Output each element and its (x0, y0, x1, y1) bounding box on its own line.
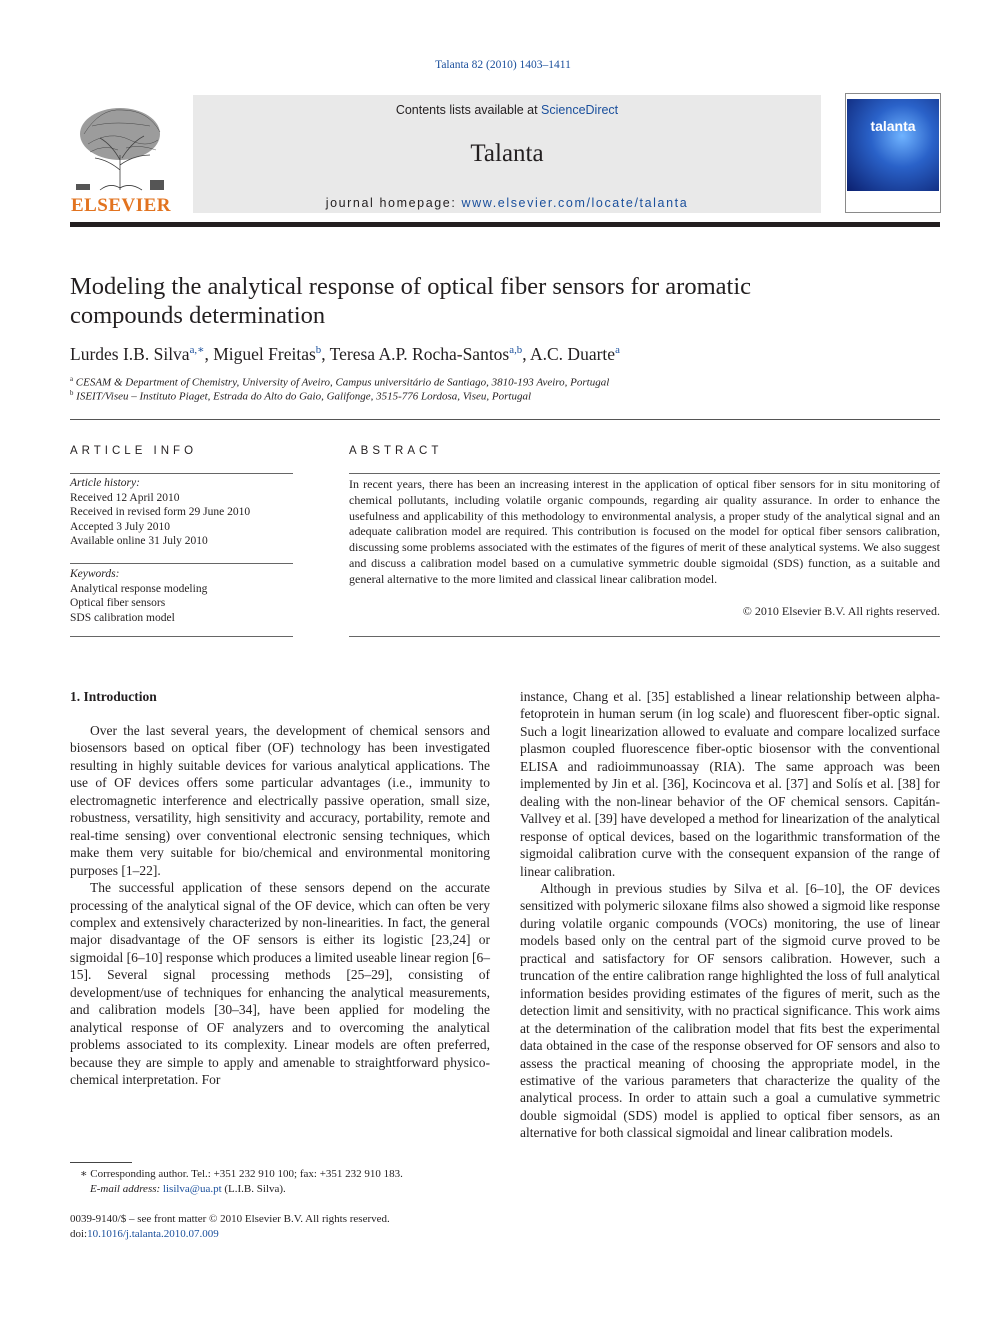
keywords: Keywords: Analytical response modeling Optical fiber sensors SDS calibration model (70, 567, 300, 625)
author[interactable]: A.C. Duarte$^a$ (530, 343, 620, 364)
divider (349, 636, 940, 637)
paragraph: instance, Chang et al. [35] established a linear relationship between alpha-fetoprotein in human serum (in log scale) and fluorescent fiber-optic signal. Such a logit linearization allowed to evaluate and compare localized surface plasmon coupled fluorescence fiber-optic biosensor with the conventional ELISA and radioimmunoassay (RIA). The same approach was been implemented by Jin et al. [36], Kocincova et al. [37] and Solís et al. [38] for dealing with the non-linear behavior of the OF chemical sensors. Capitán-Vallvey et al. [39] have developed a method for linearization of the analytical response of optical devices, based on the logarithmic transformation of the sigmoidal calibration curve with the consequent expansion of the range of linear calibration. (520, 689, 940, 879)
history-item: Accepted 3 July 2010 (70, 520, 170, 533)
footnote-divider (70, 1162, 132, 1163)
elsevier-wordmark: ELSEVIER (70, 195, 172, 216)
body-column-left (70, 722, 490, 1089)
article-info-heading: ARTICLE INFO (70, 445, 198, 457)
keyword: Optical fiber sensors (70, 597, 166, 610)
author[interactable]: Miguel Freitas$^b$ (213, 343, 322, 364)
divider (349, 473, 940, 474)
journal-homepage: journal homepage: www.elsevier.com/locate/talanta (325, 196, 689, 210)
front-matter: 0039-9140/$ – see front matter © 2010 Elsevier B.V. All rights reserved. doi:10.1016/j.talanta.2010.07.009 (70, 1213, 390, 1240)
divider (70, 563, 293, 564)
journal-cover-thumbnail[interactable] (845, 93, 941, 213)
cover-title: talanta (870, 118, 916, 134)
affiliation: $^a$ CESAM & Department of Chemistry, University of Aveiro, Campus universitário de Santiago, 3810-193 Aveiro, Portugal (70, 376, 610, 389)
doi-link[interactable]: 10.1016/j.talanta.2010.07.009 (87, 1228, 219, 1240)
history-item: Received in revised form 29 June 2010 (70, 506, 251, 519)
paragraph: Over the last several years, the development of chemical sensors and biosensors based on optical fiber (OF) technology has been investigated resulting in highly suitable devices for various analytical applications. The use of OF devices offers some particular advantages (i.e., immunity to electromagnetic interference and electrically passive operation, small size, robustness, versatility, high sensitivity and accuracy, portability, remote and real-time sensing) over conventional electronic sensing techniques, which make them very suitable for bio/chemical and environmental monitoring purposes [1–22]. (70, 723, 490, 878)
contents-availability: Contents lists available at ScienceDirect (395, 103, 619, 117)
article-history: Article history: Received 12 April 2010 Received in revised form 29 June 2010 Accepted 3 July 2010 Available online 31 July 2010 (70, 476, 300, 549)
author-list: Lurdes I.B. Silva$^{a,∗}$, Miguel Freitas$^b$, Teresa A.P. Rocha-Santos$^{a,b}$, A.C. Duarte$^a$ (70, 343, 620, 364)
abstract-text: In recent years, there has been an increasing interest in the application of optical fiber sensors for in situ monitoring of chemical pollutants, including volatile organic compounds, regarding air quality assurance. In order to enhance the usefulness and applicability of this methodology to environmental analysis, a proper study of the analytical signal and an adequate calibration model are required. This contribution is focused on the model for optical fiber sensors calibration, discussing some problems associated with the estimates of the figures of merit of these analytical systems. We also suggest and discuss a calibration model based on a cumulative symmetric double sigmoidal (SDS) function, as a suitable and general alternative to the more limited and classical linear calibration model. (349, 477, 940, 586)
history-item: Received 12 April 2010 (70, 491, 180, 504)
body-column-right (520, 688, 940, 1142)
history-item: Available online 31 July 2010 (70, 535, 208, 548)
corresponding-author-note: ∗ Corresponding author. Tel.: +351 232 910 100; fax: +351 232 910 183. E-mail address: lisilva@ua.pt (L.I.B. Silva). (80, 1168, 403, 1195)
cover-image (847, 99, 939, 191)
homepage-link[interactable]: www.elsevier.com/locate/talanta (461, 196, 689, 210)
paper-title: Modeling the analytical response of optical fiber sensors for aromatic compounds determination (70, 273, 752, 329)
divider (70, 473, 293, 474)
author[interactable]: Lurdes I.B. Silva$^{a,∗}$ (70, 343, 205, 364)
journal-citation[interactable]: Talanta 82 (2010) 1403–1411 (435, 59, 571, 71)
author[interactable]: Teresa A.P. Rocha-Santos$^{a,b}$ (329, 343, 523, 364)
header-divider (70, 222, 940, 227)
sciencedirect-link[interactable]: ScienceDirect (541, 103, 619, 117)
section-heading: 1. Introduction (70, 689, 157, 704)
paragraph: The successful application of these sensors depend on the accurate processing of the analytical signal of the OF device, which can often be very complex and extensively characterized by non-linearities. In fact, the general major disadvantage of the OF sensors is either its logistic [23,24] or sigmoidal [6–10] response which produces a limited useable linear region [6–15]. Several signal processing methods [25–29], consisting of development/use of techniques for enhancing the analytical measurements, and calibration models [30–34], have been applied for modeling the analytical response of OF analyzers and to overcoming the analytical problems associated to its complexity. Linear models are often preferred, because they are simple to apply and amenable to straightforward physico-chemical interpretation. For (70, 880, 490, 1088)
email-link[interactable]: lisilva@ua.pt (162, 1183, 222, 1195)
keyword: Analytical response modeling (70, 582, 208, 595)
journal-name: Talanta (470, 140, 544, 167)
divider (70, 636, 293, 637)
title-divider (70, 419, 940, 420)
paragraph: Although in previous studies by Silva et al. [6–10], the OF devices sensitized with polymeric siloxane films also showed a sigmoid like response during volatile organic compounds (VOCs) monitoring, the use of linear models based only on the central part of the sigmoid curve proved to be practical and satisfactory for OF sensors calibration. However, such a truncation of the entire calibration range highlighted the loss of full analytical information besides providing estimates of the figures of merit, such as the detection limit and sensitivity, with no practical significance. This work aims at the determination of the calibration model that fits best the experimental data obtained in the case of the response observed for OF sensors and also to assess the practical meaning of choosing the appropriate model, in the estimative of the various parameters that characterize the quality of the analytical process. In order to attain such a goal a cumulative symmetric double sigmoidal (SDS) model is applied to optical fiber sensors, as an alternative for both classical sigmoidal and linear calibration models. (520, 880, 940, 1141)
copyright-notice: © 2010 Elsevier B.V. All rights reserved. (742, 604, 940, 618)
affiliation: $^b$ ISEIT/Viseu – Instituto Piaget, Estrada do Alto do Gaio, Galifonge, 3515-776 Lordosa, Viseu, Portugal (70, 390, 532, 403)
abstract-heading: ABSTRACT (349, 445, 443, 457)
keyword: SDS calibration model (70, 611, 175, 624)
